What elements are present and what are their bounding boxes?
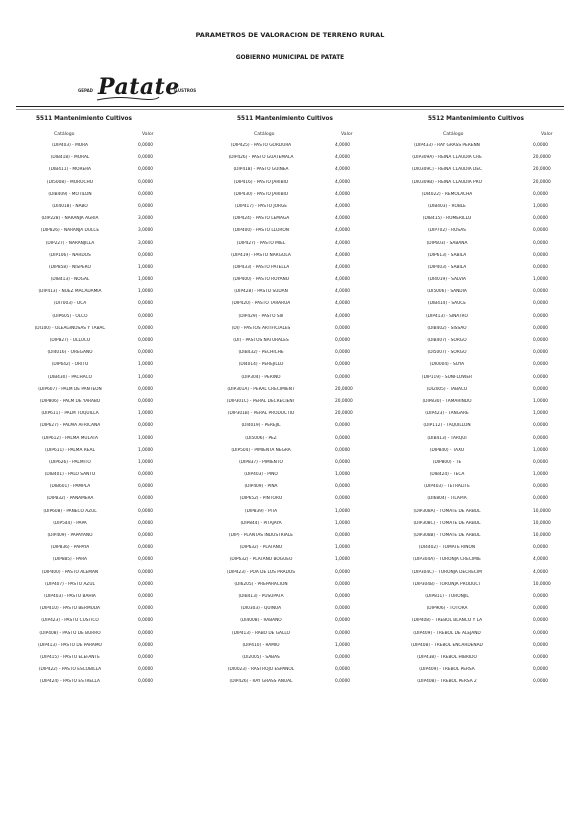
crop-name: (DIB413) - PUSUPATA [238,593,284,599]
crop-value: 0,0000 [335,423,351,429]
crop-name: (DIP428) - PASTO SUDAN [234,289,288,295]
crop-value: 0,0000 [533,496,549,502]
crop-name: (DIP408) - TREBOL BLANCO Y LA [411,618,483,624]
crop-name: (DIP438) - TREBOL HIBRIDO [417,654,477,660]
crop-name: (DIP632) - PLATANO BOGUEO [229,557,293,563]
crop-value: 20,0000 [533,155,551,161]
crop-name: (DIB424) - TECA [429,472,465,478]
crop-value: 0,0000 [533,216,549,222]
municipal-logo [74,74,216,102]
crop-name: (DIP836) - PAPAYA [50,545,90,551]
crop-value: 0,0000 [138,484,154,490]
crop-value: 20,0000 [533,167,551,173]
crop-value: 0,0000 [138,606,154,612]
crop-name: (DIP304C) - TORONJA DECRECIM [412,569,482,575]
crop-name: (DIP403) - PINO [244,472,278,478]
crop-value: 0,0000 [335,654,351,660]
crop-value: 0,0000 [533,484,549,490]
crop-value: 1,0000 [138,447,154,453]
crop-name: (DIP603) - SABANA [426,240,468,246]
crop-value: 10,0000 [533,533,551,538]
crop-name: (DIP429) - PASTO SIII [238,313,284,319]
crop-name: (DIP837) - PIMIENTO [239,459,283,465]
crop-name: (DIP612) - PALMA MULATA [42,435,98,441]
catalog-header: Catálogo [54,132,75,137]
crop-name: (DIP308A) - TOMATE DE ARBOL [413,508,481,514]
crop-value: 0,0000 [138,533,154,538]
crop-value: 10,0000 [533,508,551,514]
crop-value: 1,0000 [138,362,154,368]
crop-value: 4,0000 [335,240,351,246]
crop-value: 20,0000 [335,398,353,404]
crop-name: (DIP417) - PASTO JORGE [234,203,288,209]
crop-value: 0,0000 [533,642,549,648]
crop-name: (DI4019) - PEREJIL [241,423,281,429]
crop-name: (DIP407) - PASTO AZUL [45,581,95,587]
crop-value: 0,0000 [138,557,154,563]
document-subtitle: GOBIERNO MUNICIPAL DE PATATE [235,55,345,61]
crop-value: 4,0000 [533,557,549,563]
crop-value: 1,0000 [138,374,154,380]
crop-name: (DIB409) - MOTILON [48,191,92,197]
crop-name: (DIP827) - OLLUCO [49,338,91,343]
crop-name: (DIP425) - PASTO GORDURA [230,143,292,148]
crop-value: 0,0000 [138,338,154,343]
crop-name: (DI0309B) - REINA CLAUDIA PRO [412,179,482,185]
crop-name: (DIB403) - ROBLE [428,203,466,209]
crop-name: (DI4402) - TOMATE RINON [418,545,476,551]
crop-name: (DI5007) - SORGO [427,350,467,356]
logo-swoosh-icon [96,96,160,101]
crop-value: 0,0000 [138,545,154,551]
catalog-header: Catálogo [254,132,275,137]
crop-name: (DIP415) - PASTO ELEFANTE [40,654,100,660]
crop-name: (DIP416) - PASTO JARIBIO [233,179,289,185]
crop-value: 4,0000 [335,203,351,209]
crop-name: (DIP308B) - TOMATE DE ARBOL [413,533,481,538]
crop-name: (DIP304) - PERINO [241,374,281,380]
crop-name: (DIP423) - TANGARE [425,411,469,417]
crop-name: (DI2005) - SABAS [242,654,280,660]
crop-name: (DIB601) - PAMPLA [49,484,91,490]
crop-value: 1,0000 [335,520,351,526]
crop-value: 0,0000 [533,606,549,612]
crop-name: (DIP424) - PASTO LEMAGA [232,216,290,222]
crop-value: 0,0000 [138,252,154,258]
crop-name: (DIP119) - SUNFLOWER [421,374,473,380]
crop-value: 0,0000 [335,606,351,612]
crop-value: 4,0000 [335,289,351,295]
crop-value: 0,0000 [138,508,154,514]
crop-value: 1,0000 [138,459,154,465]
crop-value: 1,0000 [335,508,351,514]
crop-value: 4,0000 [335,252,351,258]
crop-name: (DIP504) - PIMIENTA NEGRA [231,447,291,453]
crop-name: (DIP106) - NARDOS [49,252,91,258]
crop-value: 0,0000 [533,264,549,270]
crop-value: 0,0000 [335,618,351,624]
crop-name: (DIP642) - ORITO [51,362,89,368]
crop-name: (DIP403) - MORA [52,143,88,148]
crop-value: 0,0000 [138,386,154,392]
crop-value: 1,0000 [533,277,549,283]
crop-name: (DIP611) - PALM TOQUILLA [41,411,99,417]
crop-value: 3,0000 [138,216,154,222]
crop-value: 0,0000 [138,496,154,502]
crop-value: 0,0000 [335,374,351,380]
crop-value: 0,0000 [533,191,549,197]
crop-name: (DIB401) - PALO SANTO [44,472,96,478]
crop-value: 4,0000 [335,143,351,148]
crop-name: (DIB418) - MORAL [50,155,90,161]
crop-name: (DIP301A) - PERAL CRECIMIENT [227,386,295,392]
crop-name: (DIP433) - RAY GRASS PERENN [414,143,480,148]
crop-name: (DI7003) - OCA [53,301,87,307]
crop-value: 0,0000 [533,679,549,685]
crop-value: 0,0000 [533,618,549,624]
column-title: 5511 Mantenimiento Cultivos [237,116,333,122]
logo-brand-text: Patate [98,74,180,100]
crop-value: 4,0000 [335,216,351,222]
crop-name: (DIP607) - PALM DE PANTEON [38,386,102,392]
crop-name: (DIP424) - PASTO ESTRELLA [40,679,100,685]
crop-value: 0,0000 [533,252,549,258]
crop-name: (DIP400) - PASTO LLORON [233,228,289,234]
crop-name: (DI5006) - SANDIA [427,289,467,295]
crop-name: (DIP427) - PASTO MIEL [236,240,286,246]
crop-name: (DI0309C) - REINA CLAUDIA DEC [411,167,483,173]
crop-name: (DIB414) - SAUCE [428,301,466,307]
crop-name: (DIP839) - PITA [244,508,278,514]
crop-value: 0,0000 [533,228,549,234]
crop-name: (DIP409) - PIÑA [244,484,278,490]
crop-name: (DIP626) - PALMITO [49,459,91,465]
crop-value: 0,0000 [533,350,549,356]
crop-value: 0,0000 [533,545,549,551]
catalog-header: Catálogo [443,132,464,137]
crop-name: (DIP885) - PARA [52,557,87,563]
value-header: Valor [142,132,154,137]
value-header: Valor [541,132,553,137]
crop-value: 0,0000 [533,667,549,673]
crop-name: (DIP611) - PALMA REAL [45,447,95,453]
crop-value: 4,0000 [335,264,351,270]
crop-name: (DIB432) - PECHICHE [238,350,284,356]
header-divider [16,106,564,107]
crop-value: 1,0000 [533,411,549,417]
crop-name: (DIB407) - SORGO [427,338,467,343]
column-title: 5511 Mantenimiento Cultivos [36,116,132,122]
crop-name: (DIP832) - PANAMERA [46,496,94,502]
crop-value: 20,0000 [335,411,353,417]
crop-name: (DIP826) - NARANJA DULCE [40,228,100,234]
crop-value: 4,0000 [335,191,351,197]
crop-name: (DIP420) - PASTO TARARUA [231,301,291,307]
crop-name: (DIP811) - TORONJIL [425,593,469,599]
crop-value: 1,0000 [335,472,351,478]
logo-suffix-text: ILUSTROS [174,88,197,93]
crop-value: 0,0000 [138,618,154,624]
crop-value: 3,0000 [138,228,154,234]
crop-name: (DI4022) - REMOLACHA [421,191,473,197]
crop-name: (DIB413) - NOGAL [50,277,90,283]
crop-value: 0,0000 [335,496,351,502]
crop-value: 1,0000 [533,447,549,453]
crop-name: (DIP806) - PALM DE YARABO [39,398,101,404]
crop-name: (DIP410) - RAMIO [242,642,280,648]
crop-name: (DIP858) - NISPERO [49,264,91,270]
crop-name: (DI5008) - MOROCHO [46,179,94,185]
crop-name: (DIP403) - TETRALITE [424,484,470,490]
crop-name: (DIP309A) - REINA CLAUDIA CRE [412,155,482,161]
crop-value: 0,0000 [138,398,154,404]
crop-value: 0,0000 [335,484,351,490]
crop-value: 1,0000 [335,545,351,551]
crop-name: (DIB402) - SISSAO [427,325,467,331]
crop-name: (DI) - PASTOS NATURALES [233,338,289,343]
crop-value: 1,0000 [335,642,351,648]
crop-value: 0,0000 [138,581,154,587]
crop-name: (DIP413) - RABO DE GALLO [231,630,291,636]
crop-value: 0,0000 [138,155,154,161]
crop-value: 0,0000 [138,203,154,209]
crop-value: 0,0000 [138,167,154,173]
crop-name: (DIP844) - PITAJAYA [240,520,282,526]
crop-name: (DIP627) - PALMA AFRICANA [39,423,101,429]
header-divider-secondary [16,109,564,110]
crop-value: 0,0000 [335,459,351,465]
crop-name: (DIP632) - PLATANO [239,545,283,551]
crop-value: 0,0000 [533,630,549,636]
crop-value: 4,0000 [335,228,351,234]
crop-value: 0,0000 [138,191,154,197]
crop-value: 0,0000 [138,143,154,148]
crop-value: 20,0000 [335,386,353,392]
crop-name: (DIP422) - PASTO ESCOBILLA [38,667,102,673]
logo-prefix-text: GEPAD [78,88,93,93]
crop-value: 4,0000 [335,167,351,173]
crop-name: (DIP112) - TAQUILLON [423,423,471,429]
crop-name: (DI4016) - OREGANO [47,350,93,356]
crop-name: (DIP830) - TAMARINDO [422,398,472,404]
crop-value: 4,0000 [533,569,549,575]
crop-name: (DIB411) - MORERA [49,167,91,173]
crop-name: (DI0004) - SOYA [429,362,465,368]
crop-value: 0,0000 [335,533,351,538]
column-title: 5512 Mantenimiento Cultivos [428,116,524,122]
crop-value: 0,0000 [533,435,549,441]
crop-value: 0,0000 [138,593,154,599]
crop-value: 0,0000 [533,362,549,368]
crop-name: (DIP400) - PASTO ALEMAN [41,569,99,575]
crop-name: (DIP426) - PASTO GUATEMALA [228,155,294,161]
crop-value: 1,0000 [138,277,154,283]
value-header: Valor [341,132,353,137]
crop-name: (DI4019) - SALVIA [428,277,466,283]
crop-value: 0,0000 [138,179,154,185]
crop-name: (DI0023) - RASTROJO ESPAÑOL [227,667,295,673]
crop-value: 10,0000 [533,520,551,526]
crop-name: (DIP410) - PASTO BERMUDA [39,606,101,612]
crop-value: 0,0000 [138,325,154,331]
crop-name: (DIP400) - PASTO ROYANO [232,277,290,283]
crop-name: (DIB430) - PACHACO [47,374,93,380]
crop-value: 0,0000 [335,679,351,685]
crop-value: 0,0000 [335,338,351,343]
crop-value: 1,0000 [138,411,154,417]
crop-value: 0,0000 [533,240,549,246]
crop-name: (DIP408) - PASTO DE BURRO [39,630,101,636]
crop-name: (DIP227) - NARANJILLA [45,240,95,246]
crop-value: 0,0000 [138,301,154,307]
crop-value: 0,0000 [533,143,549,148]
crop-name: (DI6205) - PREPARACION [234,581,288,587]
crop-value: 0,0000 [138,630,154,636]
crop-value: 0,0000 [533,289,549,295]
crop-value: 0,0000 [138,667,154,673]
crop-name: (DIP418) - PASTO GUINEA [233,167,289,173]
crop-value: 0,0000 [138,313,154,319]
crop-value: 3,0000 [138,240,154,246]
crop-value: 1,0000 [533,398,549,404]
crop-name: (DIP408) - TREBOL ENCARDENAD [411,642,483,648]
crop-name: (DIP608) - PANECO AZUL [43,508,97,514]
crop-value: 0,0000 [335,581,351,587]
crop-name: (DIP433) - PASTO PATELLA [232,264,290,270]
crop-name: (DIP228) - NARANJA AGRIA [41,216,99,222]
crop-value: 0,0000 [533,654,549,660]
crop-name: (DIP413) - PASTO DE PARAMO [38,642,102,648]
crop-name: (DIB413) - TARQUI [427,435,467,441]
crop-value: 0,0000 [335,447,351,453]
crop-name: (DIP423) - PASTO CUSTICO [41,618,99,624]
crop-value: 0,0000 [335,435,351,441]
crop-value: 0,0000 [533,325,549,331]
crop-name: (DIP304A) - TORONJA CRECIMIE [413,557,481,563]
crop-name: (DI2005) - TABACO [426,386,468,392]
crop-value: 0,0000 [335,325,351,331]
crop-value: 0,0000 [335,362,351,368]
crop-value: 1,0000 [138,289,154,295]
crop-name: (DIP613) - SABILA [427,252,467,258]
crop-name: (DIB415) - ROMERILLO [422,216,472,222]
crop-value: 0,0000 [533,423,549,429]
crop-name: (DIP430) - PASTO JARIBIO [233,191,289,197]
crop-name: (DIP423) - POA DE LOS PRADOS [226,569,296,575]
crop-name: (DI4008) - RABANO [240,618,282,624]
crop-value: 0,0000 [138,654,154,660]
crop-value: 4,0000 [335,313,351,319]
crop-name: (DI4018) - NABO [52,203,88,209]
crop-value: 1,0000 [533,472,549,478]
crop-value: 4,0000 [335,301,351,307]
crop-name: (DIP403) - SABILA [427,264,467,270]
crop-value: 0,0000 [335,630,351,636]
crop-name: (DI0303) - QUINUA [240,606,282,612]
crop-value: 1,0000 [335,557,351,563]
crop-value: 0,0000 [533,338,549,343]
crop-name: (DI6804) - TILAPIA [427,496,467,502]
crop-name: (DIP308C) - TOMATE DE ARBOL [413,520,481,526]
document-title: PARAMETROS DE VALORACION DE TERRENO RURAL [195,31,385,39]
crop-name: (DIP605) - OLCO [52,313,88,319]
crop-value: 0,0000 [335,593,351,599]
crop-value: 10,0000 [533,581,551,587]
crop-value: 0,0000 [533,313,549,319]
crop-name: (DIP800) - TE [432,459,462,465]
crop-name: (DIP) - PLANTAS INDUSTRIALE [229,533,293,538]
crop-name: (DIP403) - PASTO BAHIA [44,593,96,599]
crop-value: 1,0000 [138,264,154,270]
crop-name: (DIP652) - PINTORO [239,496,283,502]
crop-value: 0,0000 [335,569,351,575]
crop-name: (DIP419) - PASTO NARGOLA [231,252,291,258]
crop-value: 0,0000 [335,667,351,673]
crop-value: 0,0000 [533,593,549,599]
crop-name: (DIP840) - TAXO [429,447,465,453]
crop-value: 0,0000 [138,423,154,429]
crop-value: 0,0000 [138,642,154,648]
crop-value: 0,0000 [138,569,154,575]
crop-name: (DIP906) - TOTORA [426,606,468,612]
crop-value: 1,0000 [138,435,154,441]
crop-value: 0,0000 [533,374,549,380]
crop-value: 4,0000 [335,179,351,185]
crop-value: 0,0000 [335,350,351,356]
crop-name: (DIP409) - PAPAYANO [47,533,93,538]
crop-value: 0,0000 [138,520,154,526]
crop-value: 0,0000 [138,350,154,356]
crop-name: (DI100) - OLEAGINOSAS Y TABAC [34,325,106,331]
crop-name: (DIP408) - TREBOL PERSA 2 [417,679,477,685]
crop-name: (DI4014) - PEREJILLO [238,362,284,368]
crop-name: (DIP544) - PAPA [53,520,87,526]
crop-value: 4,0000 [335,277,351,283]
crop-name: (DIP409) - TREBOL PERSA [419,667,475,673]
crop-value: 20,0000 [533,179,551,185]
crop-value: 4,0000 [335,155,351,161]
crop-value: 0,0000 [533,459,549,465]
crop-value: 0,0000 [533,301,549,307]
crop-name: (DIP304B) - TORONJA PRODUCT [412,581,482,587]
crop-name: (DIP426) - RAY GRASS ANUAL [229,679,293,685]
crop-name: (DIP702) - ROSAS [428,228,466,234]
crop-value: 1,0000 [533,203,549,209]
crop-name: (DI) - PASTOS ARTIFICIALES [231,325,291,331]
crop-value: 0,0000 [533,386,549,392]
crop-name: (DI5006) - PEZ [245,435,277,441]
crop-value: 0,0000 [138,472,154,478]
crop-value: 0,0000 [138,679,154,685]
crop-name: (DIP301C) - PERAL DECRECIENT [226,398,296,404]
crop-name: (DIP413) - NUEZ MACADAMIA [38,289,102,295]
crop-name: (DIP413) - SINATRO [426,313,468,319]
crop-name: (DIP301B) - PERAL PRODUCTIO [227,411,295,417]
crop-name: (DIP409) - TREBOL DE ALEJAND [413,630,481,636]
